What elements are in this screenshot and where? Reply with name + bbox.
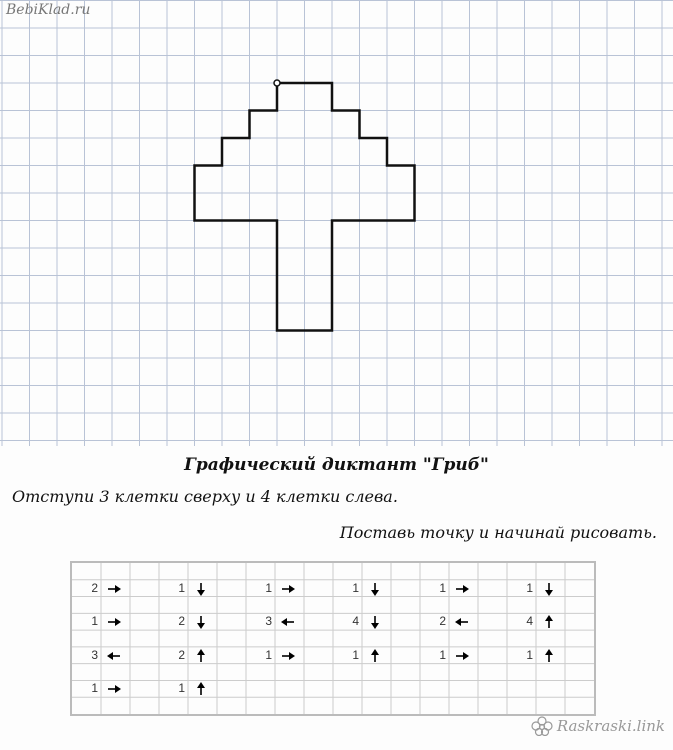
arrow-right-icon xyxy=(106,681,122,697)
site-logo: BebiKlad.ru xyxy=(6,2,91,18)
watermark xyxy=(531,716,665,736)
arrow-right-icon xyxy=(106,581,122,597)
arrow-up-icon xyxy=(541,648,557,664)
command-count: 2 xyxy=(439,614,446,629)
command-count: 1 xyxy=(178,681,185,696)
arrow-down-icon xyxy=(193,614,209,630)
command-count: 1 xyxy=(265,580,272,595)
watermark-text: Raskraski.link xyxy=(556,717,665,735)
arrow-down-icon xyxy=(367,614,383,630)
commands-table xyxy=(70,561,596,716)
command-count: 1 xyxy=(178,580,185,595)
command-count: 4 xyxy=(526,614,533,629)
command-count: 1 xyxy=(439,580,446,595)
command-count: 2 xyxy=(178,614,185,629)
worksheet-title: Графический диктант "Гриб" xyxy=(184,455,489,475)
start-point xyxy=(274,80,280,86)
arrow-down-icon xyxy=(367,581,383,597)
command-count: 1 xyxy=(91,681,98,696)
arrow-up-icon xyxy=(367,648,383,664)
flower-icon xyxy=(531,716,553,736)
arrow-right-icon xyxy=(280,581,296,597)
command-count: 1 xyxy=(526,647,533,662)
arrow-up-icon xyxy=(541,614,557,630)
command-count: 1 xyxy=(352,580,359,595)
instruction-draw: Поставь точку и начинай рисовать. xyxy=(339,523,657,542)
arrow-right-icon xyxy=(280,648,296,664)
arrow-left-icon xyxy=(280,614,296,630)
command-count: 1 xyxy=(352,647,359,662)
command-count: 2 xyxy=(91,580,98,595)
command-count: 4 xyxy=(352,614,359,629)
arrow-up-icon xyxy=(193,681,209,697)
command-count: 1 xyxy=(526,580,533,595)
arrow-right-icon xyxy=(454,581,470,597)
arrow-right-icon xyxy=(454,648,470,664)
arrow-left-icon xyxy=(106,648,122,664)
command-count: 1 xyxy=(265,647,272,662)
instruction-start: Отступи 3 клетки сверху и 4 клетки слева. xyxy=(12,487,398,506)
command-count: 2 xyxy=(178,647,185,662)
arrow-left-icon xyxy=(454,614,470,630)
command-count: 1 xyxy=(439,647,446,662)
arrow-up-icon xyxy=(193,648,209,664)
command-count: 3 xyxy=(91,647,98,662)
arrow-down-icon xyxy=(541,581,557,597)
arrow-right-icon xyxy=(106,614,122,630)
command-count: 1 xyxy=(91,614,98,629)
arrow-down-icon xyxy=(193,581,209,597)
command-count: 3 xyxy=(265,614,272,629)
